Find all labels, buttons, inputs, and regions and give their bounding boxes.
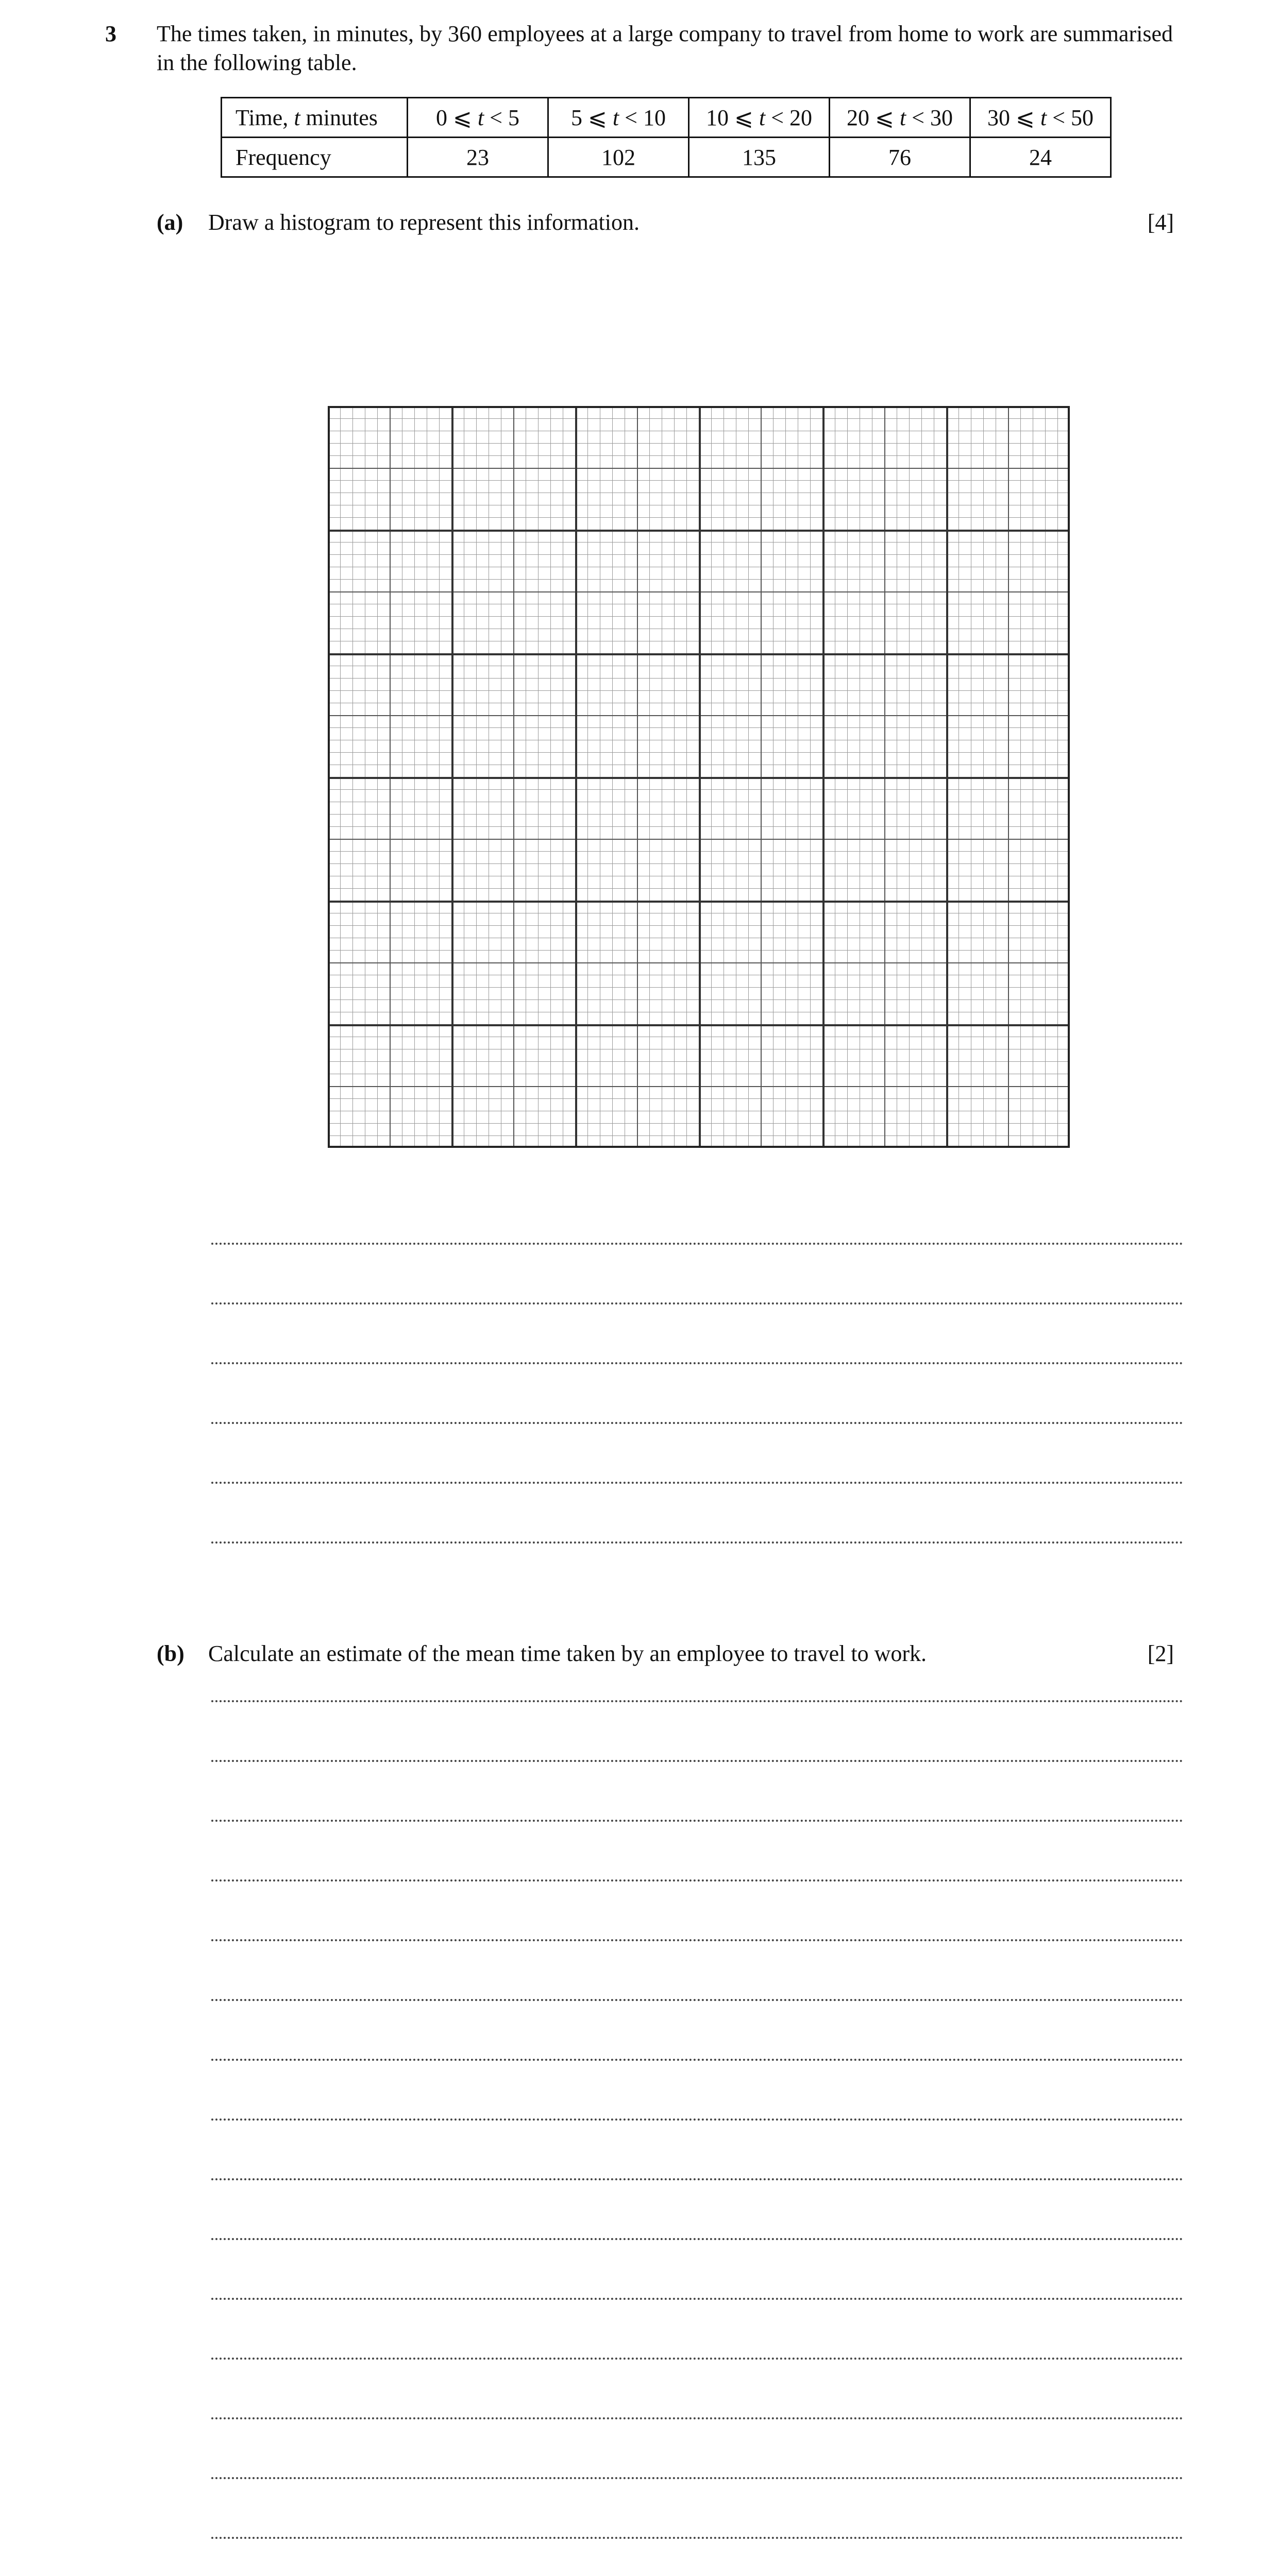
- interval-cell: 0 ⩽ t < 5: [408, 98, 548, 138]
- frequency-cell: 23: [408, 138, 548, 177]
- part-a-label: (a): [157, 210, 183, 235]
- interval-cell: 20 ⩽ t < 30: [830, 98, 970, 138]
- graph-paper-grid[interactable]: [328, 406, 1070, 1148]
- frequency-cell: 135: [689, 138, 830, 177]
- answer-line[interactable]: [211, 1362, 1183, 1364]
- answer-line[interactable]: [211, 2417, 1183, 2419]
- question-stem: The times taken, in minutes, by 360 employees at a large company to travel from home to work are summarised in the following table.: [157, 21, 1173, 75]
- interval-cell: 10 ⩽ t < 20: [689, 98, 830, 138]
- answer-line[interactable]: [211, 1482, 1183, 1484]
- answer-line[interactable]: [211, 1302, 1183, 1304]
- answer-line[interactable]: [211, 1939, 1183, 1941]
- question-number: 3: [105, 21, 116, 46]
- part-b-label: (b): [157, 1641, 184, 1666]
- answer-line[interactable]: [211, 1700, 1183, 1702]
- answer-line[interactable]: [211, 1541, 1183, 1544]
- interval-cell: 5 ⩽ t < 10: [548, 98, 689, 138]
- answer-line[interactable]: [211, 1879, 1183, 1882]
- frequency-cell: 102: [548, 138, 689, 177]
- table-header-time: [222, 98, 408, 138]
- table-frequency-row: [222, 138, 1111, 177]
- answer-line[interactable]: [211, 1760, 1183, 1762]
- frequency-cell: 24: [970, 138, 1111, 177]
- answer-line[interactable]: [211, 2238, 1183, 2240]
- part-b-text: Calculate an estimate of the mean time taken by an employee to travel to work.: [208, 1641, 927, 1666]
- answer-line[interactable]: [211, 1422, 1183, 1424]
- header-variable: t: [294, 105, 300, 130]
- part-a-marks: [4]: [1147, 210, 1174, 235]
- answer-line[interactable]: [211, 2178, 1183, 2180]
- table-row-label: Frequency: [222, 138, 408, 177]
- answer-line[interactable]: [211, 1243, 1183, 1245]
- frequency-cell: 76: [830, 138, 970, 177]
- frequency-table: [221, 97, 1112, 178]
- answer-line[interactable]: [211, 2358, 1183, 2360]
- header-prefix: Time,: [236, 105, 294, 130]
- header-suffix: minutes: [300, 105, 378, 130]
- answer-line[interactable]: [211, 2119, 1183, 2121]
- answer-line[interactable]: [211, 2298, 1183, 2300]
- answer-line[interactable]: [211, 1999, 1183, 2001]
- answer-line[interactable]: [211, 2477, 1183, 2479]
- answer-line[interactable]: [211, 2537, 1183, 2539]
- answer-line[interactable]: [211, 2059, 1183, 2061]
- answer-line[interactable]: [211, 1820, 1183, 1822]
- table-header-row: [222, 98, 1111, 138]
- interval-cell: 30 ⩽ t < 50: [970, 98, 1111, 138]
- part-a-text: Draw a histogram to represent this information.: [208, 210, 640, 235]
- part-b-marks: [2]: [1147, 1641, 1174, 1666]
